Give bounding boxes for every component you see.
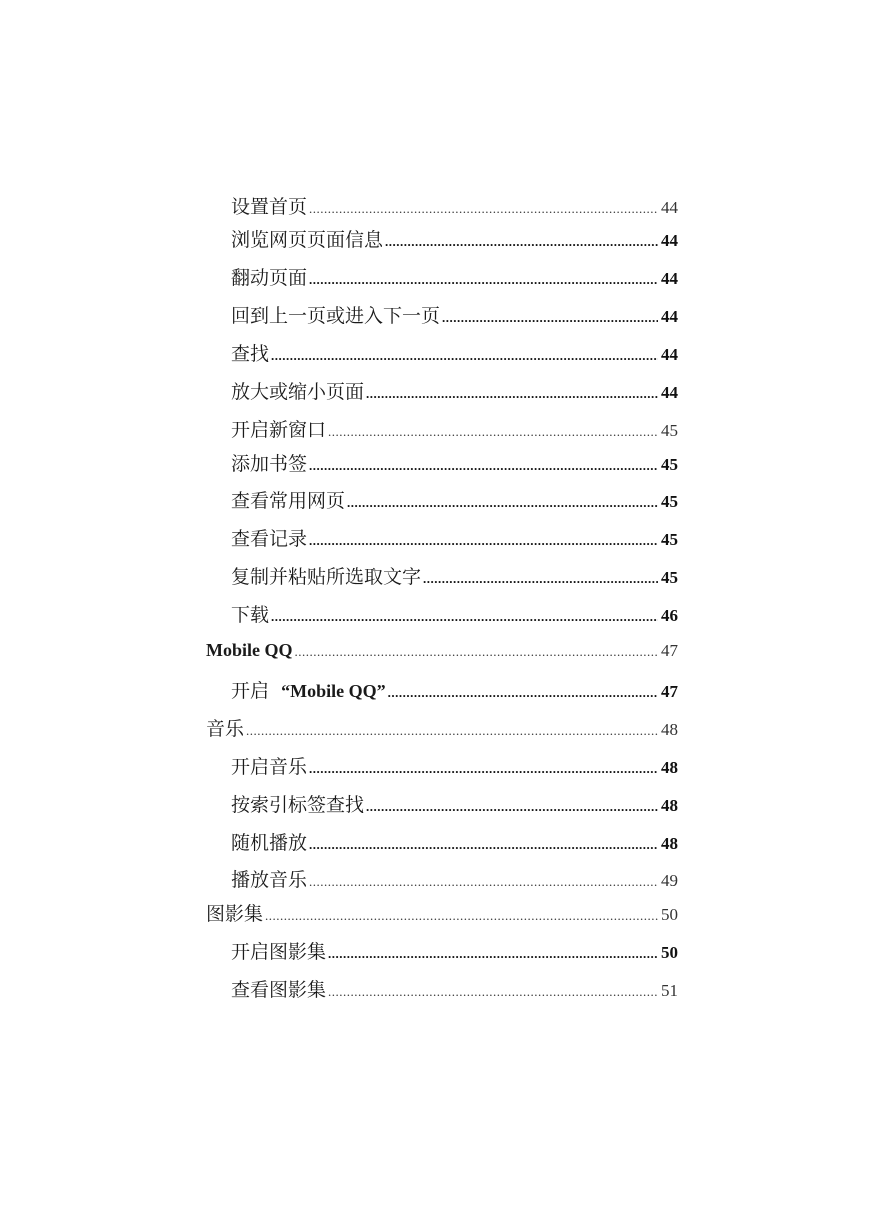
toc-leader-dots	[295, 640, 659, 664]
toc-entry-open-gallery[interactable]	[231, 940, 678, 964]
toc-entry-title: 开启图影集	[231, 941, 327, 963]
toc-entry-page: 50	[661, 905, 678, 924]
toc-entry-page: 44	[661, 269, 678, 288]
toc-leader-dots	[309, 268, 658, 292]
toc-entry-title: 图影集	[206, 903, 264, 925]
toc-entry-page: 48	[661, 720, 678, 739]
toc-entry-title: 查找	[231, 343, 270, 365]
toc-entry-page: 46	[661, 606, 678, 625]
toc-leader-dots	[265, 904, 658, 928]
toc-entry-page: 48	[661, 758, 678, 777]
toc-entry-title: 音乐	[206, 718, 245, 740]
toc-leader-dots	[309, 757, 658, 781]
toc-entry-title: 查看常用网页	[231, 490, 346, 512]
toc-entry-page: 47	[661, 682, 678, 701]
toc-entry-title: 开启音乐	[231, 756, 308, 778]
toc-entry-back-forward[interactable]	[231, 304, 678, 328]
toc-leader-dots	[366, 795, 658, 819]
toc-entry-browse-page-info[interactable]	[231, 228, 678, 252]
toc-entry-copy-paste[interactable]	[231, 565, 678, 589]
toc-entry-page: 48	[661, 834, 678, 853]
toc-entry-title: 按索引标签查找	[231, 794, 365, 816]
toc-entry-tab-search[interactable]	[231, 793, 678, 817]
toc-leader-dots	[347, 491, 658, 515]
toc-entry-open-mobile-qq[interactable]	[231, 679, 678, 703]
toc-leader-dots	[309, 454, 658, 478]
toc-entry-page: 47	[661, 641, 678, 660]
toc-entry-title: Mobile QQ	[206, 640, 293, 660]
toc-entry-page: 45	[661, 530, 678, 549]
toc-entry-title: 查看记录	[231, 528, 308, 550]
toc-entry-title: 翻动页面	[231, 267, 308, 289]
toc-entry-page: 45	[661, 492, 678, 511]
toc-entry-title: 复制并粘贴所选取文字	[231, 566, 422, 588]
toc-entry-shuffle[interactable]	[231, 831, 678, 855]
toc-leader-dots	[271, 605, 658, 629]
toc-leader-dots	[366, 382, 658, 406]
toc-entry-page: 50	[661, 943, 678, 962]
toc-leader-dots	[328, 420, 658, 444]
toc-entry-page: 44	[661, 307, 678, 326]
toc-entry-page: 45	[661, 568, 678, 587]
toc-entry-page: 44	[661, 198, 678, 217]
toc-entry-title: 开启新窗口	[231, 419, 327, 441]
toc-leader-dots	[309, 197, 658, 221]
toc-entry-page: 45	[661, 455, 678, 474]
toc-entry-page: 44	[661, 231, 678, 250]
toc-leader-dots	[328, 980, 658, 1004]
toc-section-gallery[interactable]	[206, 902, 678, 926]
toc-entry-history[interactable]	[231, 527, 678, 551]
toc-leader-dots	[385, 230, 658, 254]
toc-entry-title: 放大或缩小页面	[231, 381, 365, 403]
toc-entry-page: 51	[661, 981, 678, 1000]
toc-entry-frequent-pages[interactable]	[231, 489, 678, 513]
toc-entry-title: 随机播放	[231, 832, 308, 854]
toc-entry-play-music[interactable]	[231, 868, 678, 892]
toc-entry-open-music[interactable]	[231, 755, 678, 779]
toc-leader-dots	[309, 833, 658, 857]
toc-leader-dots	[328, 942, 658, 966]
toc-entry-title: 查看图影集	[231, 979, 327, 1001]
toc-entry-add-bookmark[interactable]	[231, 452, 678, 476]
toc-entry-title	[231, 679, 386, 703]
toc-leader-dots	[423, 567, 658, 591]
toc-entry-page: 44	[661, 383, 678, 402]
toc-leader-dots	[309, 529, 658, 553]
toc-entry-page: 44	[661, 345, 678, 364]
toc-section-mobile-qq[interactable]	[206, 638, 678, 662]
toc-entry-title: 添加书签	[231, 453, 308, 475]
toc-entry-find[interactable]	[231, 342, 678, 366]
toc-entry-title: 下载	[231, 604, 270, 626]
toc-entry-page: 48	[661, 796, 678, 815]
toc-section-music[interactable]	[206, 717, 678, 741]
toc-entry-new-window[interactable]	[231, 418, 678, 442]
toc-entry-page: 45	[661, 421, 678, 440]
toc-entry-title: 回到上一页或进入下一页	[231, 305, 441, 327]
toc-leader-dots	[388, 681, 658, 705]
toc-entry-title: 设置首页	[231, 196, 308, 218]
toc-entry-zoom[interactable]	[231, 380, 678, 404]
toc-entry-title-quoted: “Mobile QQ”	[281, 681, 386, 701]
toc-entry-page: 49	[661, 871, 678, 890]
toc-entry-title-prefix: 开启	[231, 680, 270, 702]
toc-entry-title: 浏览网页页面信息	[231, 229, 384, 251]
toc-entry-set-homepage[interactable]	[231, 195, 678, 219]
toc-leader-dots	[271, 344, 658, 368]
toc-leader-dots	[309, 870, 658, 894]
toc-entry-download[interactable]	[231, 603, 678, 627]
toc-leader-dots	[442, 306, 658, 330]
toc-leader-dots	[246, 719, 658, 743]
toc-entry-view-gallery[interactable]	[231, 978, 678, 1002]
toc-entry-scroll-page[interactable]	[231, 266, 678, 290]
toc-entry-title: 播放音乐	[231, 869, 308, 891]
